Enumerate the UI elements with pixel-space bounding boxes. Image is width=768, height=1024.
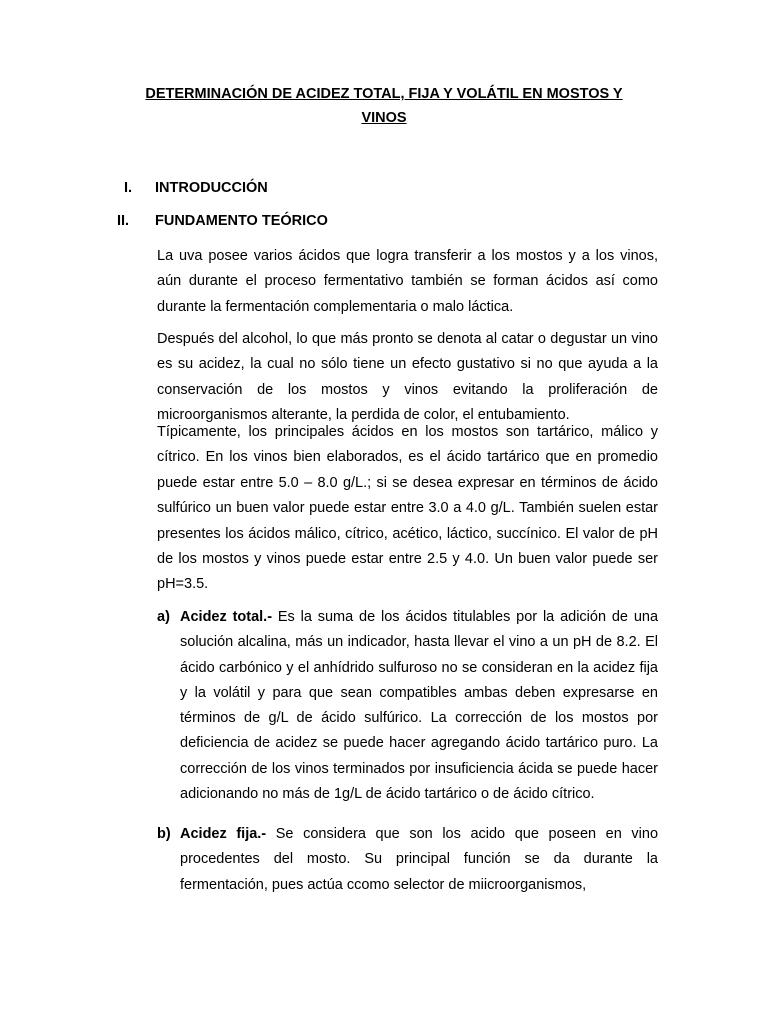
document-title-line-1: DETERMINACIÓN DE ACIDEZ TOTAL, FIJA Y VOLÁTIL EN MOSTOS Y bbox=[145, 86, 623, 102]
list-item-body bbox=[180, 605, 658, 807]
list-item-text: Es la suma de los ácidos titulables por la adición de una solución alcalina, más un indicador, hasta llevar el vino a un pH de 8.2. El ácido carbónico y el anhídrido sulfuroso no se consideran en la acidez fija y la volátil y para que sean compatibles ambas deben expresarse en términos de g/L de ácido sulfúrico. La corrección de los mostos por deficiencia de acidez se puede hacer agregando ácido tartárico puro. La corrección de los vinos terminados por insuficiencia ácida se puede hacer adicionando no más de 1g/L de ácido tartárico o de ácido cítrico. bbox=[180, 609, 659, 803]
list-item-acidez-fija bbox=[157, 822, 658, 898]
list-item-term: Acidez total.- bbox=[180, 609, 273, 625]
list-item-body bbox=[180, 822, 658, 898]
list-marker: b) bbox=[157, 826, 171, 842]
section-number: I. bbox=[124, 180, 133, 196]
section-title: FUNDAMENTO TEÓRICO bbox=[155, 213, 328, 229]
paragraph-acidos-principales: Típicamente, los principales ácidos en los mostos son tartárico, málico y cítrico. En los vinos bien elaborados, es el ácido tartárico que en promedio puede estar entre 5.0 – 8.0 g/L.; si se desea expresar en términos de ácido sulfúrico un buen valor puede estar entre 3.0 a 4.0 g/L. También suelen estar presentes los ácidos málico, cítrico, acético, láctico, succínico. El valor de pH de los mostos y vinos puede estar entre 2.5 y 4.0. Un buen valor puede ser pH=3.5. bbox=[157, 424, 658, 593]
section-title: INTRODUCCIÓN bbox=[155, 180, 268, 196]
list-item-text: Se considera que son los acido que poseen en vino procedentes del mosto. Su principal función se da durante la fermentación, pues actúa ccomo selector de miicroorganismos, bbox=[180, 826, 659, 893]
list-marker: a) bbox=[157, 609, 170, 625]
paragraph-acidez-vino: Después del alcohol, lo que más pronto se denota al catar o degustar un vino es su acidez, la cual no sólo tiene un efecto gustativo si no que ayuda a la conservación de los mostos y vinos evitando la proliferación de microorganismos alterante, la perdida de color, el entubamiento. bbox=[157, 331, 658, 424]
paragraph-acidos-uva: La uva posee varios ácidos que logra transferir a los mostos y a los vinos, aún durante el proceso fermentativo también se forman ácidos así como durante la fermentación complementaria o malo láctica. bbox=[157, 248, 658, 315]
list-item-acidez-total bbox=[157, 605, 658, 807]
list-item-term: Acidez fija.- bbox=[180, 826, 267, 842]
document-title-line-2: VINOS bbox=[361, 110, 407, 126]
section-number: II. bbox=[117, 213, 130, 229]
